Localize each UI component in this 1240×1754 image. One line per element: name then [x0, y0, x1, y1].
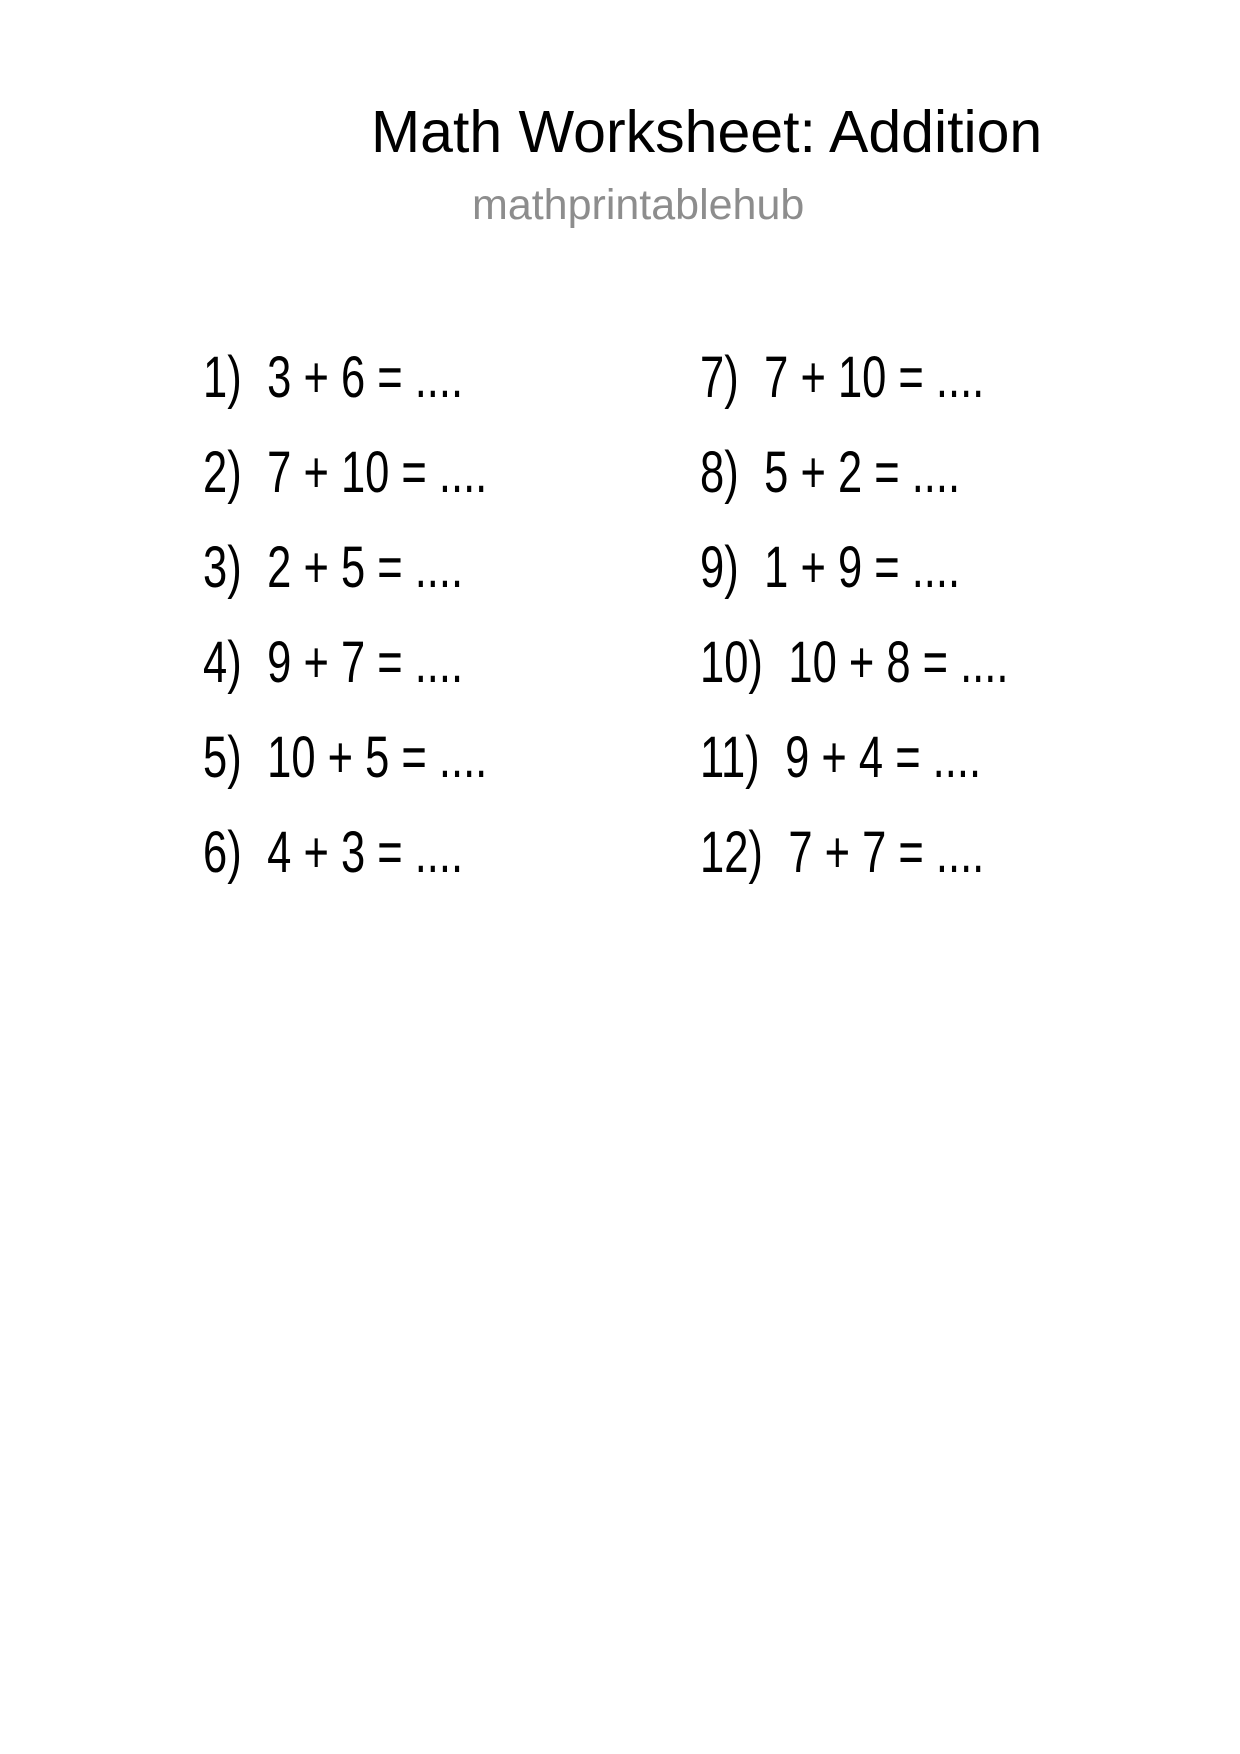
problem-number: 3) [203, 535, 242, 600]
page-subtitle: mathprintablehub [472, 181, 805, 229]
problem-number: 6) [203, 820, 242, 885]
problem-expression: 7 + 7 = .... [788, 820, 985, 885]
problem-expression: 10 + 8 = .... [788, 630, 1009, 695]
problem-row-6 [203, 805, 487, 900]
problem-row-10 [700, 615, 1008, 710]
problem-number: 5) [203, 725, 242, 790]
problem-number: 1) [203, 345, 242, 410]
problem-number: 4) [203, 630, 242, 695]
problem-number: 12) [700, 820, 763, 885]
problem-number: 10) [700, 630, 763, 695]
problem-expression: 9 + 4 = .... [785, 725, 982, 790]
problem-number: 2) [203, 440, 242, 505]
problem-number: 7) [700, 345, 739, 410]
problem-row-9 [700, 520, 1008, 615]
problem-expression: 2 + 5 = .... [267, 535, 464, 600]
problem-expression: 7 + 10 = .... [764, 345, 985, 410]
problem-row-7 [700, 330, 1008, 425]
problems-column-right [700, 330, 1111, 900]
problem-number: 9) [700, 535, 739, 600]
problem-expression: 5 + 2 = .... [764, 440, 961, 505]
problem-expression: 4 + 3 = .... [267, 820, 464, 885]
problem-expression: 10 + 5 = .... [267, 725, 488, 790]
problem-number: 8) [700, 440, 739, 505]
problem-row-8 [700, 425, 1008, 520]
problem-row-12 [700, 805, 1008, 900]
problem-row-3 [203, 520, 487, 615]
problems-column-left [203, 330, 582, 900]
problem-expression: 7 + 10 = .... [267, 440, 488, 505]
problem-row-1 [203, 330, 487, 425]
page-title: Math Worksheet: Addition [371, 99, 1043, 165]
problem-expression: 1 + 9 = .... [764, 535, 961, 600]
problem-row-4 [203, 615, 487, 710]
problem-expression: 9 + 7 = .... [267, 630, 464, 695]
problem-row-11 [700, 710, 1008, 805]
problem-expression: 3 + 6 = .... [267, 345, 464, 410]
problem-row-5 [203, 710, 487, 805]
problem-number: 11) [700, 725, 760, 790]
problem-row-2 [203, 425, 487, 520]
